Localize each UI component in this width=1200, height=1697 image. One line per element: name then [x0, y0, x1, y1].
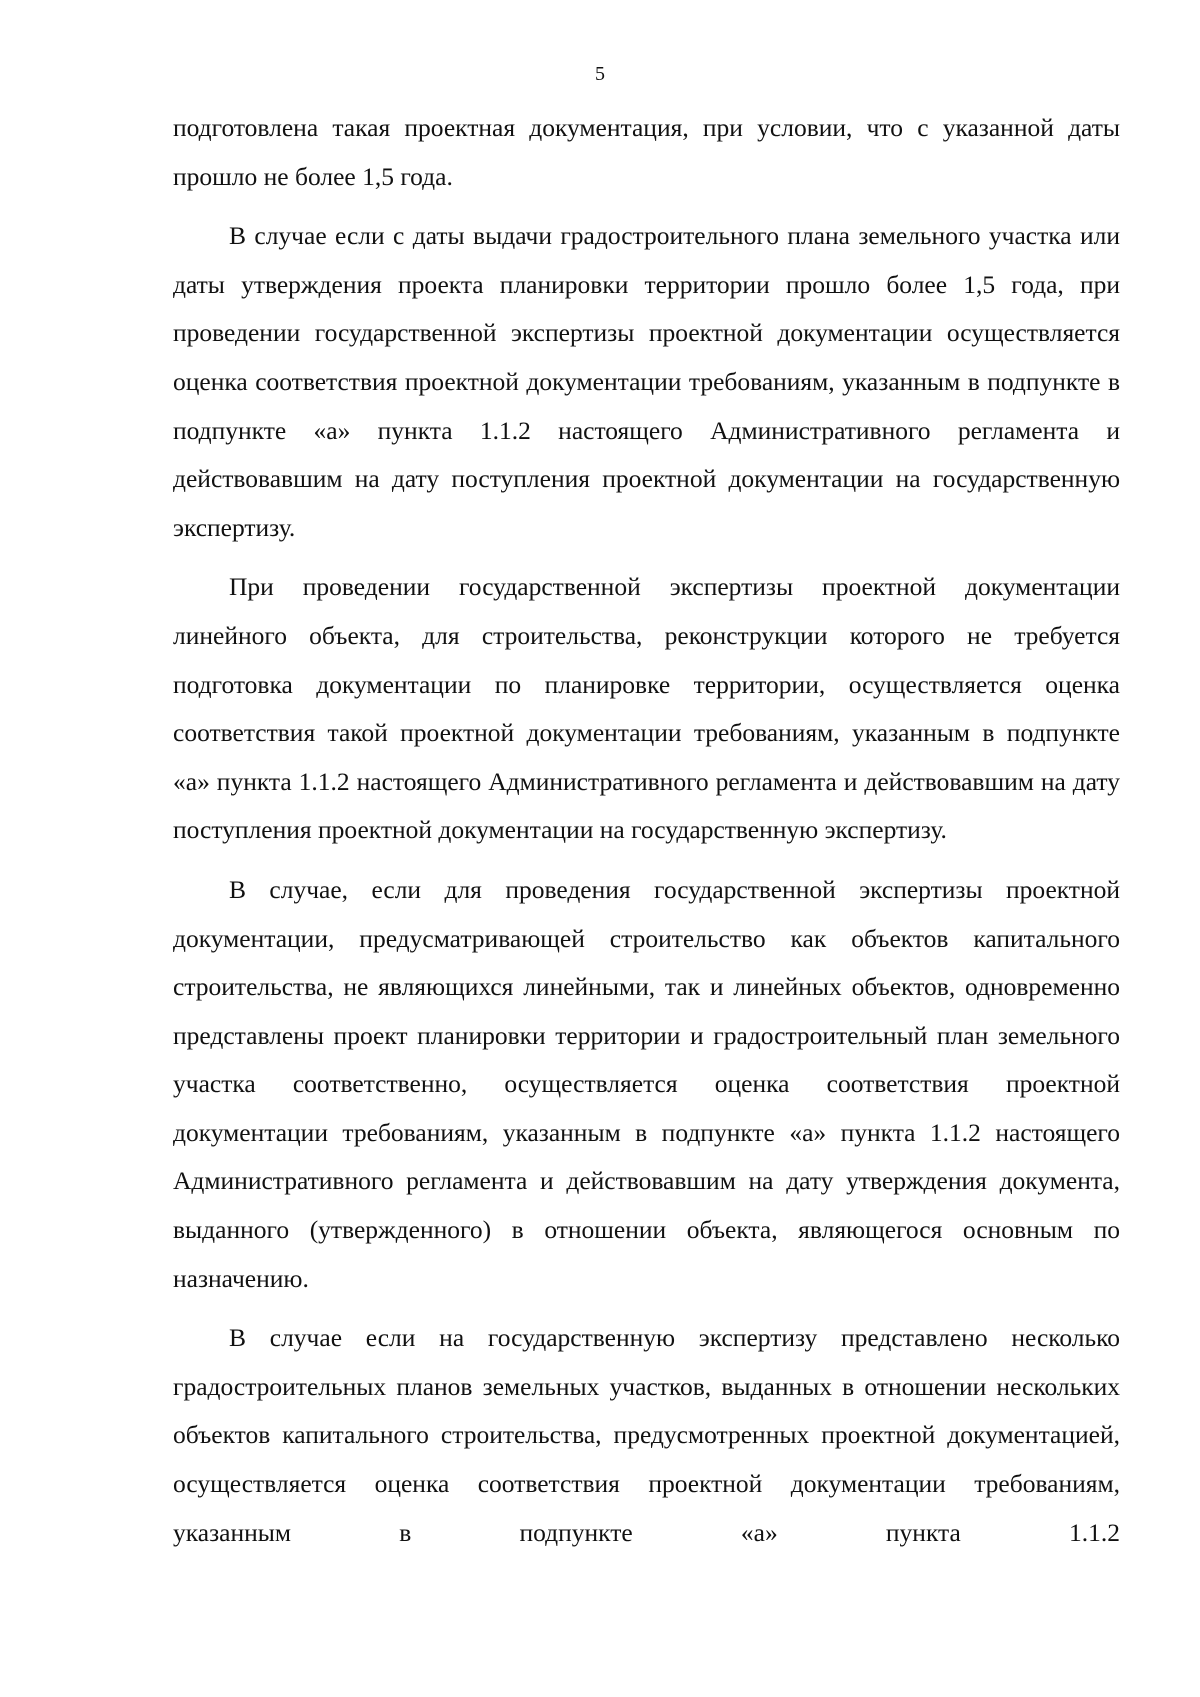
page-number: 5	[595, 63, 605, 85]
paragraph-gpzu-expiry: В случае если с даты выдачи градостроительного плана земельного участка или даты утверждения проекта планировки территории прошло более 1,5 года, при проведении государственной экспертизы проектной документации осуществляется оценка соответствия проектной документации требованиям, указанным в подпункте в подпункте «а» пункта 1.1.2 настоящего Административного регламента и действовавшим на дату поступления проектной документации на государственную экспертизу.	[173, 221, 1120, 542]
paragraph-continuation: подготовлена такая проектная документация, при условии, что с указанной даты прошло не более 1,5 года.	[173, 113, 1120, 191]
paragraph-multiple-plans: В случае если на государственную экспертизу представлено несколько градостроительных планов земельных участков, выданных в отношении нескольких объектов капитального строительства, предусмотренных проектной документацией, осуществляется оценка соответствия проектной документации требованиям, указанным в подпункте «а» пункта 1.1.2	[173, 1323, 1120, 1547]
document-body	[173, 104, 1120, 1568]
paragraph-mixed-objects: В случае, если для проведения государственной экспертизы проектной документации, предусматривающей строительство как объектов капитального строительства, не являющихся линейными, так и линейных объектов, одновременно представлены проект планировки территории и градостроительный план земельного участка соответственно, осуществляется оценка соответствия проектной документации требованиям, указанным в подпункте «а» пункта 1.1.2 настоящего Административного регламента и действовавшим на дату утверждения документа, выданного (утвержденного) в отношении объекта, являющегося основным по назначению.	[173, 874, 1120, 1293]
paragraph-linear-object: При проведении государственной экспертизы проектной документации линейного объекта, для строительства, реконструкции которого не требуется подготовка документации по планировке территории, осуществляется оценка соответствия такой проектной документации требованиям, указанным в подпункте «а» пункта 1.1.2 настоящего Административного регламента и действовавшим на дату поступления проектной документации на государственную экспертизу.	[173, 572, 1120, 845]
